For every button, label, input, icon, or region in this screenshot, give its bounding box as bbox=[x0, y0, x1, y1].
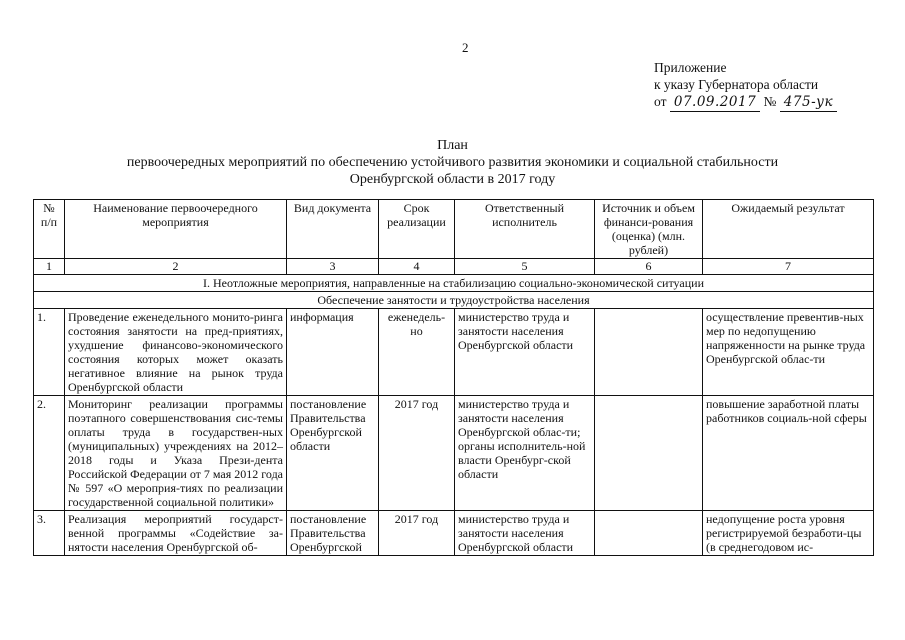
appendix-line3 bbox=[654, 93, 837, 112]
row-result: осуществление превентив-ных мер по недопущению напряженности на рынке труда Оренбургской облас-ти bbox=[703, 309, 874, 396]
column-number: 7 bbox=[703, 259, 874, 275]
appendix-date: 07.09.2017 bbox=[670, 94, 760, 112]
row-result: недопущение роста уровня регистрируемой безработи-цы (в среднегодовом ис- bbox=[703, 511, 874, 556]
column-number: 5 bbox=[455, 259, 595, 275]
table-row bbox=[34, 511, 874, 556]
column-number: 1 bbox=[34, 259, 65, 275]
row-funding bbox=[595, 511, 703, 556]
header-result: Ожидаемый результат bbox=[703, 200, 874, 259]
column-number: 4 bbox=[379, 259, 455, 275]
row-executor: министерство труда и занятости населения Оренбургской области bbox=[455, 511, 595, 556]
row-doc: постановление Правительства Оренбургской bbox=[287, 511, 379, 556]
table-row bbox=[34, 309, 874, 396]
header-doc: Вид документа bbox=[287, 200, 379, 259]
row-term: 2017 год bbox=[379, 511, 455, 556]
appendix-line2: к указу Губернатора области bbox=[654, 77, 819, 92]
title-line2: первоочередных мероприятий по обеспечению устойчивого развития экономики и социальной стабильности bbox=[126, 155, 779, 170]
appendix-number: 475-ук bbox=[780, 94, 837, 112]
table-row bbox=[34, 396, 874, 511]
appendix-number-sign: № bbox=[763, 94, 777, 109]
row-executor: министерство труда и занятости населения Оренбургской области bbox=[455, 309, 595, 396]
header-num: № п/п bbox=[34, 200, 65, 259]
row-result: повышение заработной платы работников социаль-ной сферы bbox=[703, 396, 874, 511]
title-line3: Оренбургской области в 2017 году bbox=[349, 172, 556, 187]
row-name: Реализация мероприятий государст-венной программы «Содействие за-нятости населения Оренбургской об- bbox=[65, 511, 287, 556]
row-doc: информация bbox=[287, 309, 379, 396]
row-num: 2. bbox=[34, 396, 65, 511]
appendix-block bbox=[654, 59, 837, 112]
header-executor: Ответственный исполнитель bbox=[455, 200, 595, 259]
row-num: 3. bbox=[34, 511, 65, 556]
appendix-from-prefix: от bbox=[654, 94, 667, 109]
row-name: Мониторинг реализации программы поэтапного совершенствования сис-темы оплаты труда в государствен-ных (муниципальных) учреждениях на 2012–2018 годы и Указа Прези-дента Российской Федерации от 7 мая 2012 года № 597 «О мероприя-тиях по реализации государственной социальной политики» bbox=[65, 396, 287, 511]
column-number: 6 bbox=[595, 259, 703, 275]
header-name: Наименование первоочередного мероприятия bbox=[65, 200, 287, 259]
title-line1: План bbox=[437, 138, 468, 153]
page-number: 2 bbox=[462, 40, 469, 55]
row-term: еженедель-но bbox=[379, 309, 455, 396]
plan-table bbox=[33, 199, 874, 556]
plan-title bbox=[0, 137, 905, 188]
header-funding: Источник и объем финанси-рования (оценка) (млн. рублей) bbox=[595, 200, 703, 259]
subsection-title: Обеспечение занятости и трудоустройства населения bbox=[34, 292, 874, 309]
row-name: Проведение еженедельного монито-ринга состояния занятости на пред-приятиях, ухудшение финансово-экономического состояния которых может оказать негативное влияние на рынок труда Оренбургской области bbox=[65, 309, 287, 396]
row-funding bbox=[595, 396, 703, 511]
appendix-line1: Приложение bbox=[654, 60, 727, 75]
column-numbers-row bbox=[34, 259, 874, 275]
row-doc: постановление Правительства Оренбургской области bbox=[287, 396, 379, 511]
section-title: I. Неотложные мероприятия, направленные на стабилизацию социально-экономической ситуации bbox=[34, 275, 874, 292]
section-row bbox=[34, 275, 874, 292]
column-number: 3 bbox=[287, 259, 379, 275]
row-term: 2017 год bbox=[379, 396, 455, 511]
row-executor: министерство труда и занятости населения Оренбургской облас-ти; органы исполнитель-ной власти Оренбург-ской области bbox=[455, 396, 595, 511]
row-funding bbox=[595, 309, 703, 396]
row-num: 1. bbox=[34, 309, 65, 396]
column-number: 2 bbox=[65, 259, 287, 275]
header-term: Срок реализации bbox=[379, 200, 455, 259]
subsection-row bbox=[34, 292, 874, 309]
header-row bbox=[34, 200, 874, 259]
